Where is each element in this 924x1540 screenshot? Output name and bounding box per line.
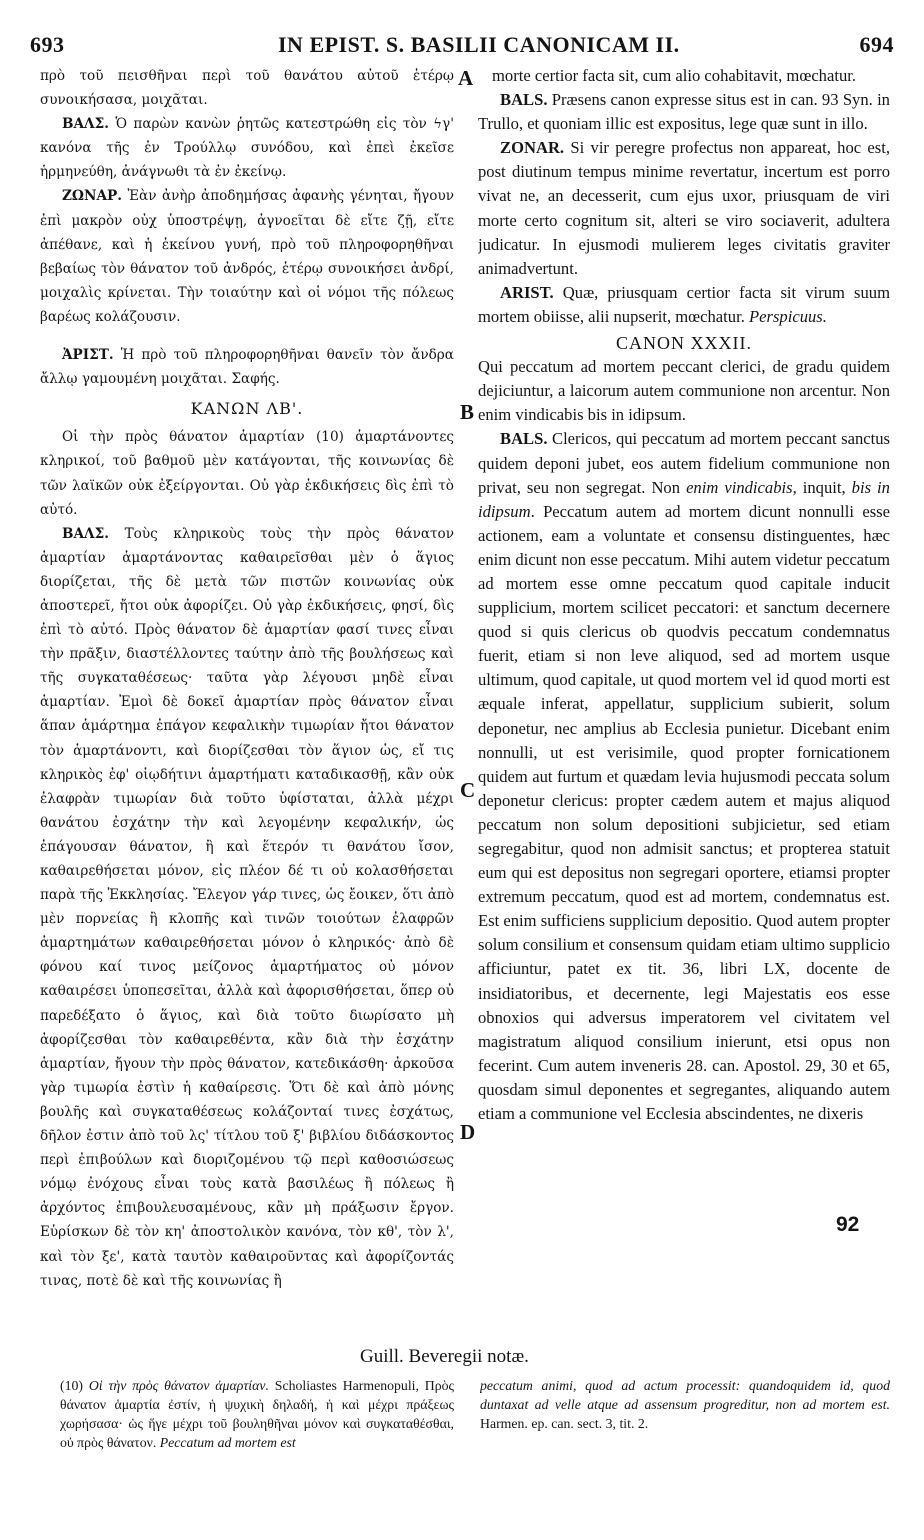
running-header — [30, 32, 894, 58]
latin-paragraph: BALS. Præsens canon expresse situs est in can. 93 Syn. in Trullo, et quoniam illic est expositus, lege quæ sunt in illo. — [478, 90, 890, 134]
latin-paragraph: morte certior facta sit, cum alio cohabitavit, mœchatur. — [492, 66, 857, 85]
footnote-right: peccatum animi, quod ad actum processit: quandoquidem id, quod duntaxat ad velle atque ad assensum progreditur, non ad mortem est. Harmen. ep. can. sect. 3, tit. 2. — [480, 1378, 890, 1431]
greek-canon-text: Οἱ τὴν πρὸς θάνατον ἁμαρτίαν (10) ἁμαρτάνοντες κληρικοί, τοῦ βαθμοῦ μὲν κατάγονται, τῆς κοινωνίας δὲ τῶν λαϊκῶν οὐκ ἐξείργονται. Οὐ γὰρ ἐκδικήσεις δὶς ἐπὶ τὸ αὐτό. — [40, 429, 454, 518]
greek-paragraph: ΖΩΝΑΡ. Ἐὰν ἀνὴρ ἀποδημήσας ἀφανὴς γένηται, ἤγουν ἐπὶ μακρὸν οὐχ ὑποστρέψῃ, ἀγνοεῖται δὲ εἴτε ζῇ, εἴτε ἀπέθανε, καὶ ἡ ἐκείνου γυνή, πρὸ τοῦ πληροφορηθῆναι βεβαίως τὸν θάνατον τοῦ ἀνδρός, ἑτέρῳ συνοικήσει ἀνδρί, μοιχαλὶς κρίνεται. Τὴν τοιαύτην καὶ οἱ νόμοι τῆς πόλεως βαρέως κολάζουσιν. — [40, 188, 454, 325]
margin-marker-a: A — [458, 66, 474, 90]
greek-canon-title: ΚΑΝΩΝ ΛΒ'. — [190, 399, 304, 419]
latin-paragraph: ZONAR. Si vir peregre profectus non appareat, hoc est, post diutinum tempus minime revertatur, incertum est porro vivat ne, an decesserit, cum ejus uxor, priusquam de viri morte certo cognitum sit, alteri se viro sociaverit, adultera judicatur. In ejusmodi mulierem leges civitatis graviter animadvertunt. — [478, 138, 890, 278]
latin-column — [478, 64, 890, 1348]
margin-marker-c: C — [460, 778, 476, 802]
greek-paragraph: ἈΡΙΣΤ. Ἡ πρὸ τοῦ πληροφορηθῆναι θανεῖν τὸν ἄνδρα ἄλλῳ γαμουμένη μοιχᾶται. Σαφής. — [40, 347, 454, 388]
greek-paragraph: ΒΑΛΣ. Τοὺς κληρικοὺς τοὺς τὴν πρὸς θάνατον ἁμαρτίαν ἁμαρτάνοντας καθαιρεῖσθαι μὲν ὁ ἅγιος διορίζεται, τῆς δὲ μετὰ τῶν πιστῶν κοινωνίας οὐκ ἀποστερεῖ, ἤτοι οὐκ ἀφορίζει. Οὐ γὰρ ἐκδικήσεις, φησί, δὶς ἐπὶ τὸ αὐτό. Πρὸς θάνατον δὲ ἁμαρτίαν φασί τινες εἶναι τὴν πρᾶξιν, διαστέλλοντες ταύτην ἀπὸ τῆς βουλήσεως καὶ τῆς συγκαταθέσεως· ταῦτα γὰρ λέγουσι μηδὲ εἶναι ἁμαρτίαν. Ἐμοὶ δὲ δοκεῖ ἁμαρτίαν πρὸς θάνατον εἶναι ἅπαν ἁμάρτημα ἐπάγον κεφαλικὴν τιμωρίαν ἤτοι θάνατον τὸν ἁμαρτάνοντι, καὶ διορίζεσθαι τὸν ἅγιον ὡς, εἴ τις κληρικὸς ἐφ' οἱῳδήτινι ἁμαρτήματι καταδικασθῇ, κἂν οὐκ ἐλαφρὰν τιμωρίαν διὰ τοῦτο ὑφίσταται, ἀλλὰ μέχρι θανάτου ἐσχάτην τὴν καὶ λεγομένην κεφαλικήν, ὡς ἐπάγουσαν θάνατον, ἢ καὶ ἕτερόν τι θανάτου ἴσον, καθαιρεθήσεται μόνον, εἰς πλέον δέ τι οὐ κολασθήσεται παρὰ τῆς Ἐκκλησίας. Ἔλεγον γάρ τινες, ὡς ἔοικεν, ὅτι ἀπὸ μὲν πορνείας ἢ κλοπῆς καὶ τινῶν τοιούτων ἐλαφρῶν ἁμαρτημάτων καθαιρεθήσεται μόνον ὁ κληρικός· ἀπὸ δὲ φόνου καί τινος μείζονος ἁμαρτήματος οὐ μόνον καθαιρέσει ὑποπεσεῖται, ἀλλὰ καὶ ἀφορισθήσεται, ὅπερ οὐ παρεδέξατο ὁ ἅγιος, καὶ διὰ τοῦτο διωρίσατο μὴ ἀφορίζεσθαι τὸν καθαιρεθέντα, κἂν διὰ τὴν ἐσχάτην ἁμαρτίαν, ἤγουν τὴν πρὸς θάνατον, κατεδικάσθη· ἀρκοῦσα γὰρ τιμωρία ἐστὶν ἡ καθαίρεσις. Ὅτι δὲ καὶ ἀπὸ μόνης βουλῆς καὶ συγκαταθέσεως κολάζονταί τινες ἐσχάτως, δῆλον ἐστιν ἀπὸ τοῦ λς' τίτλου τοῦ ξ' βιβλίου διδάσκοντος περὶ ἐπιβούλων καὶ διοριζομένου τῷ περὶ καθοσιώσεως νόμῳ ἐνόχους εἶναι τοὺς κατὰ βασιλέως ἢ πόλεως ἢ ἀρχόντος ἐπιβουλευσαμένους, κἂν μὴ πράξωσιν ἔργον. Εὑρίσκων δὲ τὸν κη' ἀποστολικὸν κανόνα, τὸν κθ', τὸν λ', καὶ τὸν ξε', κατὰ ταυτὸν καθαιροῦντας καὶ ἀφορίζοντάς τινας, ποτὲ δὲ καὶ τῆς κοινωνίας ἢ — [40, 525, 454, 1289]
page-number-left: 693 — [30, 32, 65, 57]
latin-paragraph: ARIST. Quæ, priusquam certior facta sit virum suum mortem obiisse, alii nupserit, mœchatur. Perspicuus. — [478, 282, 890, 326]
notes-title: Guill. Beveregii notæ. — [360, 1346, 529, 1367]
margin-marker-d: D — [460, 1120, 476, 1144]
running-title: IN EPIST. S. BASILII CANONICAM II. — [278, 32, 680, 57]
latin-canon-text: Qui peccatum ad mortem peccant clerici, de gradu quidem dejiciuntur, a laicorum autem communione non arcentur. Non enim vindicabis bis in idipsum. — [478, 357, 890, 425]
latin-canon-title: CANON XXXII. — [616, 333, 752, 354]
column-page-number: 92 — [836, 1213, 860, 1236]
page-number-right: 694 — [859, 32, 894, 57]
latin-paragraph: BALS. Clericos, qui peccatum ad mortem peccant sanctus quidem deponi jubet, eos autem fidelium communione non privat, seu non segregat. Non enim vindicabis, inquit, bis in idipsum. Peccatum autem ad mortem dicunt nonnulli esse actionem, eam a voluntate et consensu distinguentes, hæc enim dicunt non esse peccatum. Mihi autem videtur peccatum ad mortem esse omne peccatum quod capitale inducit supplicium, mortem scilicet peccatori: et sanctum decernere quod si quis clericus ob quodvis peccatum condemnatus fuerit, etiam si non leve aliquod, sed ad mortem usque ultimum, quod capitale, ut quod mortem vel id quod morti est æquale inferat, appellatur, supplicium subierit, solum deponetur, nec amplius ab Ecclesia punietur. Dicebant enim nonnulli, ut est verisimile, quod propter fornicationem quidem aut furtum et quædam levia hujusmodi peccata solum deponetur clericus: propter cædem autem et majus aliquod peccatum non solum depositioni subjicietur, sed etiam segregabitur, quod non admisit sanctus; et propterea statuit eum qui est depositus non segregari oportere, etiamsi propter extremum peccatum, quod est ad mortem, condemnatus est. Est enim sufficiens supplicium depositio. Quod autem propter solum consilium et consensum quidam etiam ultimo supplicio afficiuntur, patet ex tit. 36, libri LX, docente de insidiatoribus, et decernente, legi Majestatis eos esse obnoxios qui adversus imperatorem vel civitatem vel magistratum aliquod consilium inierunt, etsi opus non fecerint. Cum autem inveneris 28. can. Apostol. 29, 30 et 65, quosdam simul deponentes et segregantes, aliquando autem etiam a communione vel Ecclesia abscindentes, ne dixeris — [478, 429, 890, 1124]
footnote-left: (10) Οἱ τὴν πρὸς θάνατον ἁμαρτίαν. Scholiastes Harmenopuli, Πρὸς θάνατον ἁμαρτία ἐστίν, ἡ ψυχικὴ δηλαδή, ἡ καὶ μέχρι πράξεως χωρήσασα· ὡς ἥγε μέχρι τοῦ βουληθῆναι μόνον καὶ συγκαταθέσθαι, οὐ πρὸς θάνατον. Peccatum ad mortem est — [60, 1378, 454, 1450]
greek-paragraph: πρὸ τοῦ πεισθῆναι περὶ τοῦ θανάτου αὐτοῦ ἑτέρῳ συνοικήσασα, μοιχᾶται. — [40, 68, 454, 109]
margin-marker-b: B — [460, 400, 475, 424]
greek-column — [40, 64, 454, 1348]
greek-paragraph: ΒΑΛΣ. Ὁ παρὼν κανὼν ῥητῶς κατεστρώθη εἰς τὸν ϟγ' κανόνα τῆς ἐν Τρούλλῳ συνόδου, καὶ ἐπεὶ ἐκεῖσε ἡρμηνεύθη, ἀνάγνωθι τὰ ἐν ἐκείνῳ. — [40, 116, 454, 181]
